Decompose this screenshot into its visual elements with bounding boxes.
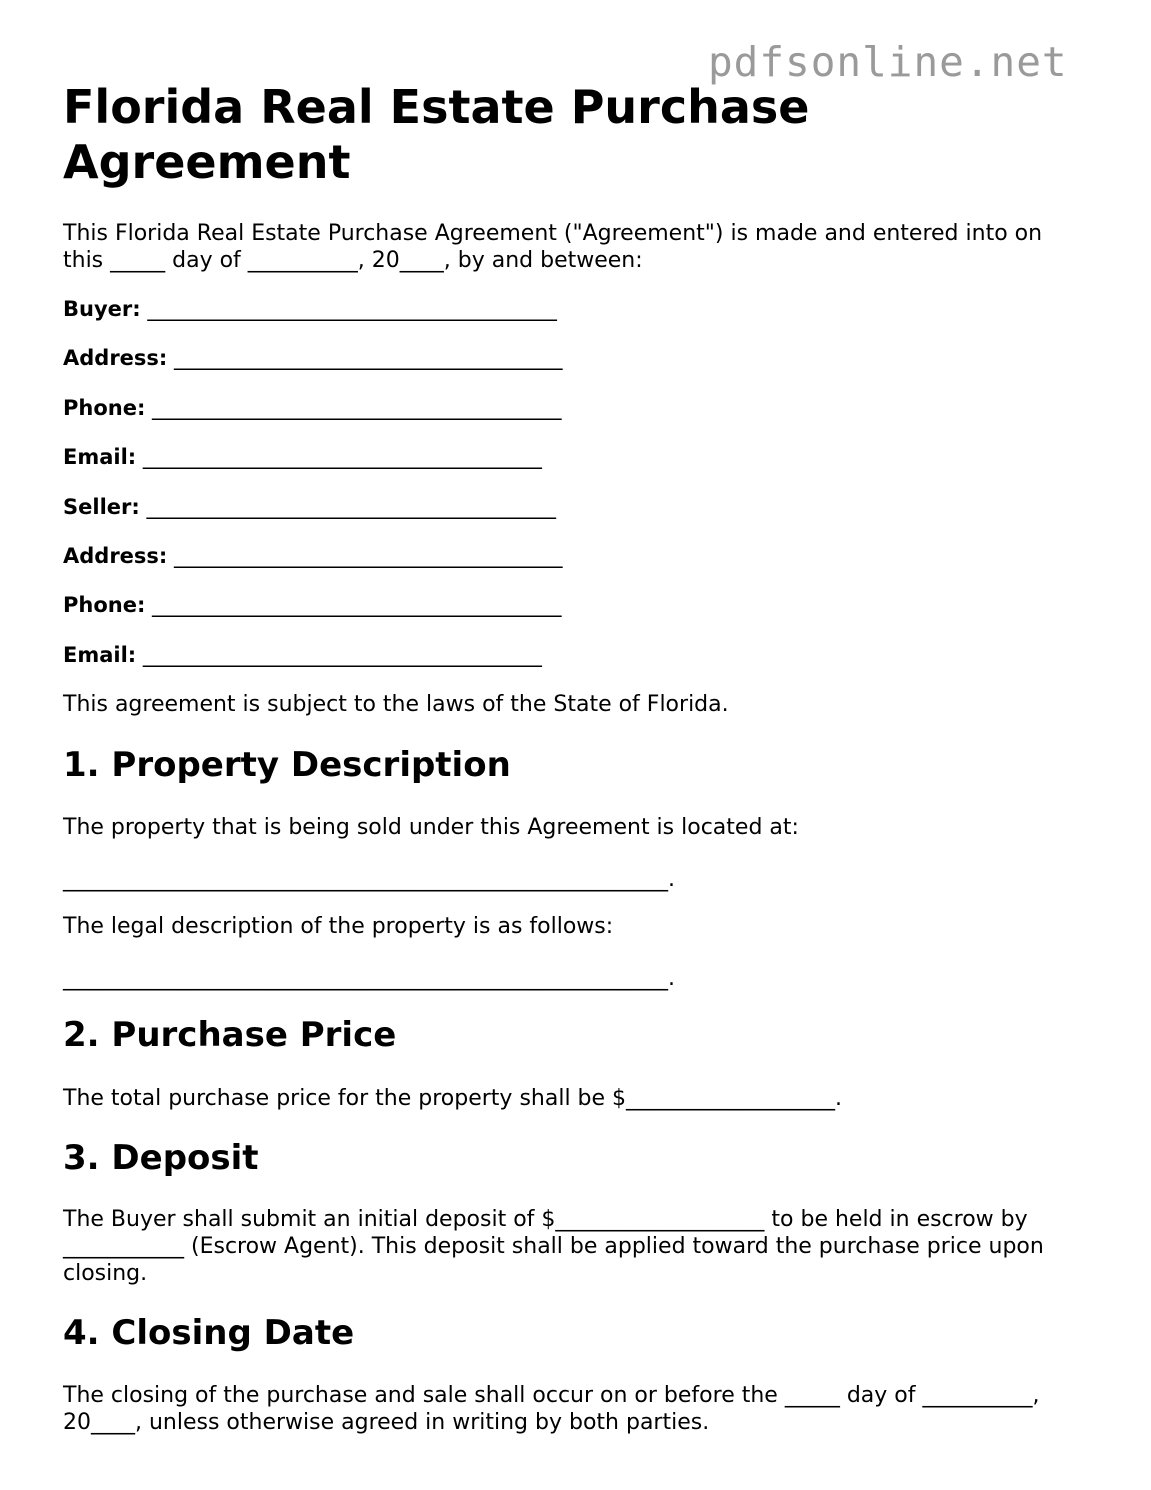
seller-email-label: Email: bbox=[63, 643, 137, 667]
property-location-text: The property that is being sold under this Agreement is located at: bbox=[63, 815, 799, 840]
buyer-phone-blank[interactable]: _______________________________________ bbox=[152, 396, 562, 420]
buyer-field[interactable] bbox=[63, 296, 557, 323]
property-heading: 1. Property Description bbox=[63, 745, 511, 785]
seller-email-blank[interactable]: ______________________________________ bbox=[142, 643, 542, 667]
seller-phone-label: Phone: bbox=[63, 593, 146, 617]
intro-paragraph: This Florida Real Estate Purchase Agreement ("Agreement") is made and entered into on this _____ day of __________, 20____, by and between: bbox=[63, 221, 1043, 273]
buyer-label: Buyer: bbox=[63, 297, 141, 321]
document-title: Florida Real Estate Purchase Agreement bbox=[63, 80, 810, 189]
seller-blank[interactable]: _______________________________________ bbox=[146, 495, 556, 519]
legal-description-text: The legal description of the property is as follows: bbox=[63, 914, 614, 939]
watermark: pdfsonline.net bbox=[708, 38, 1068, 86]
seller-address-field[interactable] bbox=[63, 543, 563, 570]
buyer-email-field[interactable] bbox=[63, 444, 542, 471]
purchase-price-text: The total purchase price for the property shall be $___________________. bbox=[63, 1086, 843, 1111]
buyer-email-label: Email: bbox=[63, 445, 137, 469]
deposit-text: The Buyer shall submit an initial deposit of $___________________ to be held in escrow by ___________ (Escrow Agent). This deposit shall be applied toward the purchase price upon closing. bbox=[63, 1207, 1044, 1286]
purchase-price-heading: 2. Purchase Price bbox=[63, 1015, 397, 1055]
property-location-blank[interactable]: _______________________________________________________. bbox=[63, 867, 675, 892]
buyer-phone-label: Phone: bbox=[63, 396, 146, 420]
buyer-blank[interactable]: _______________________________________ bbox=[147, 297, 557, 321]
seller-address-blank[interactable]: _____________________________________ bbox=[174, 544, 563, 568]
closing-date-text: The closing of the purchase and sale shall occur on or before the _____ day of __________, 20____, unless otherwise agreed in writing by both parties. bbox=[63, 1383, 1040, 1435]
deposit-heading: 3. Deposit bbox=[63, 1138, 259, 1178]
seller-phone-field[interactable] bbox=[63, 592, 562, 619]
seller-field[interactable] bbox=[63, 494, 556, 521]
buyer-address-field[interactable] bbox=[63, 345, 563, 372]
buyer-phone-field[interactable] bbox=[63, 395, 562, 422]
buyer-address-blank[interactable]: _____________________________________ bbox=[174, 346, 563, 370]
seller-address-label: Address: bbox=[63, 544, 168, 568]
buyer-email-blank[interactable]: ______________________________________ bbox=[142, 445, 542, 469]
seller-email-field[interactable] bbox=[63, 642, 542, 669]
law-statement: This agreement is subject to the laws of the State of Florida. bbox=[63, 692, 729, 717]
seller-label: Seller: bbox=[63, 495, 140, 519]
seller-phone-blank[interactable]: _______________________________________ bbox=[152, 593, 562, 617]
closing-date-heading: 4. Closing Date bbox=[63, 1313, 355, 1353]
buyer-address-label: Address: bbox=[63, 346, 168, 370]
legal-description-blank[interactable]: _______________________________________________________. bbox=[63, 966, 675, 991]
